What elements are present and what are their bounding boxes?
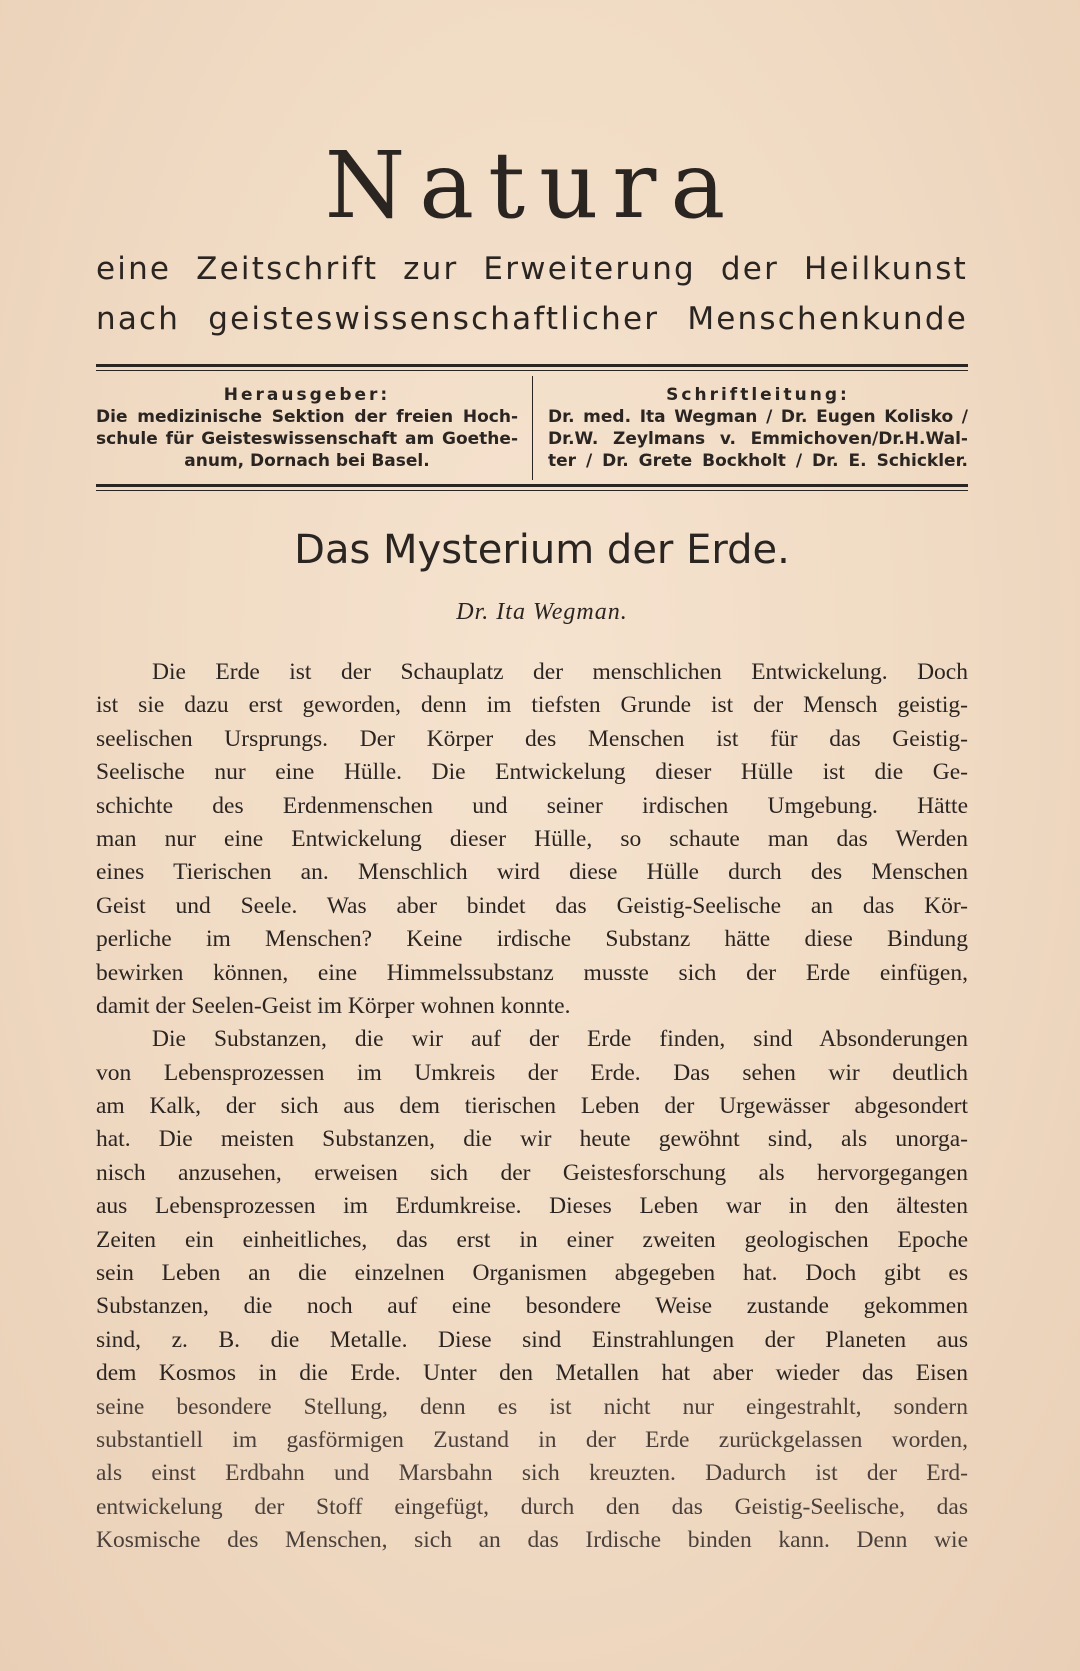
body-line: Die Substanzen, die wir auf der Erde finden, sind Absonderungen <box>152 1026 968 1053</box>
editors-column <box>548 384 968 472</box>
body-line: man nur eine Entwickelung dieser Hülle, so schaute man das Werden <box>96 825 968 852</box>
editors-heading: Schriftleitung: <box>666 385 850 405</box>
publisher-line: schule für Geisteswissenschaft am Goethe- <box>96 429 518 449</box>
body-line: Substanzen, die noch auf eine besondere Weise zustande gekommen <box>96 1293 968 1320</box>
article-body <box>96 656 968 1558</box>
journal-title: Natura <box>324 132 740 239</box>
article-title: Das Mysterium der Erde. <box>294 527 790 573</box>
editors-line: Dr. med. Ita Wegman / Dr. Eugen Kolisko / <box>548 407 968 427</box>
body-line: Geist und Seele. Was aber bindet das Geistig-Seelische an das Kör- <box>96 892 968 919</box>
header-rule-bottom <box>96 484 968 491</box>
body-line: nisch anzusehen, erweisen sich der Geistesforschung als hervorgegangen <box>96 1159 968 1186</box>
article-author: Dr. Ita Wegman. <box>456 599 628 625</box>
body-line: damit der Seelen-Geist im Körper wohnen konnte. <box>96 992 571 1019</box>
body-line: eines Tierischen an. Menschlich wird diese Hülle durch des Menschen <box>96 859 968 886</box>
body-line: entwickelung der Stoff eingefügt, durch den das Geistig-Seelische, das <box>96 1493 968 1520</box>
editors-line: Dr.W. Zeylmans v. Emmichoven/Dr.H.Wal- <box>548 429 968 449</box>
body-line: hat. Die meisten Substanzen, die wir heute gewöhnt sind, als unorga- <box>96 1126 968 1153</box>
journal-subtitle-line-1: eine Zeitschrift zur Erweiterung der Heilkunst <box>96 251 968 287</box>
column-divider <box>532 376 533 480</box>
publisher-column <box>96 384 518 472</box>
body-line: dem Kosmos in die Erde. Unter den Metallen hat aber wieder das Eisen <box>96 1360 968 1387</box>
body-line: am Kalk, der sich aus dem tierischen Leben der Urgewässer abgesondert <box>96 1093 968 1120</box>
header-rule-top <box>96 364 968 371</box>
body-line: Zeiten ein einheitliches, das erst in einer zweiten geologischen Epoche <box>96 1226 968 1253</box>
journal-subtitle-line-2: nach geisteswissenschaftlicher Menschenkunde <box>96 301 968 337</box>
body-line: schichte des Erdenmenschen und seiner irdischen Umgebung. Hätte <box>96 792 968 819</box>
publisher-line: Die medizinische Sektion der freien Hoch- <box>96 407 518 427</box>
body-line: als einst Erdbahn und Marsbahn sich kreuzten. Dadurch ist der Erd- <box>96 1460 968 1487</box>
body-line: perliche im Menschen? Keine irdische Substanz hätte diese Bindung <box>96 926 968 953</box>
editors-line: ter / Dr. Grete Bockholt / Dr. E. Schickler. <box>548 451 968 471</box>
publisher-heading: Herausgeber: <box>223 385 391 405</box>
body-line: Die Erde ist der Schauplatz der menschlichen Entwickelung. Doch <box>152 659 968 685</box>
body-line: aus Lebensprozessen im Erdumkreise. Dieses Leben war in den ältesten <box>96 1193 968 1220</box>
publisher-line: anum, Dornach bei Basel. <box>184 451 430 471</box>
body-line: von Lebensprozessen im Umkreis der Erde. Das sehen wir deutlich <box>96 1059 968 1086</box>
body-line: seelischen Ursprungs. Der Körper des Menschen ist für das Geistig- <box>96 725 968 752</box>
body-line: sind, z. B. die Metalle. Diese sind Einstrahlungen der Planeten aus <box>96 1326 968 1353</box>
body-line: sein Leben an die einzelnen Organismen abgegeben hat. Doch gibt es <box>96 1260 968 1287</box>
body-line: bewirken können, eine Himmelssubstanz musste sich der Erde einfügen, <box>96 959 968 986</box>
body-line: seine besondere Stellung, denn es ist nicht nur eingestrahlt, sondern <box>96 1393 968 1420</box>
body-line: ist sie dazu erst geworden, denn im tiefsten Grunde ist der Mensch geistig- <box>96 692 968 719</box>
body-line: Seelische nur eine Hülle. Die Entwickelung dieser Hülle ist die Ge- <box>96 759 968 786</box>
body-line: Kosmische des Menschen, sich an das Irdische binden kann. Denn wie <box>96 1527 968 1554</box>
body-line: substantiell im gasförmigen Zustand in der Erde zurückgelassen worden, <box>96 1426 968 1453</box>
